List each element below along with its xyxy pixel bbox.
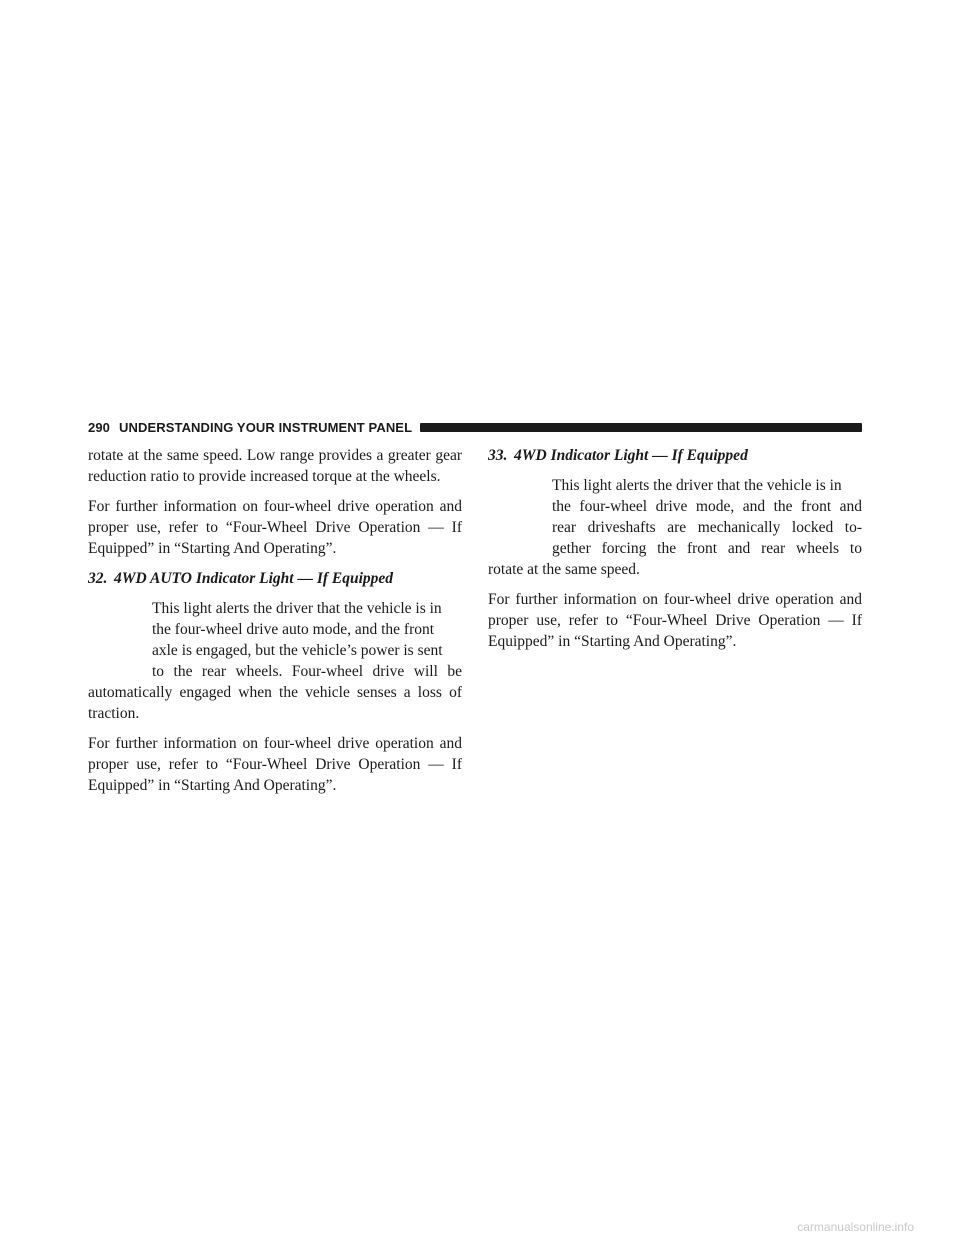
- continuation-paragraph: rotate at the same speed. Low range provides a greater gear reduction ratio to provide increased torque at the wheels.: [88, 447, 462, 485]
- item-32-line: the four-wheel drive auto mode, and the front: [152, 621, 435, 638]
- item-33-icon-slot: [488, 475, 862, 559]
- item-32-number: 32.: [88, 570, 108, 587]
- 4wd-indicator-icon: [488, 475, 544, 531]
- reference-paragraph: For further information on four-wheel drive operation and proper use, refer to “Four-Wheel Drive Operation — If Equipped” in “Starting And Operating”.: [88, 735, 462, 794]
- item-32-line: axle is engaged, but the vehicle’s power is sent: [152, 642, 443, 659]
- item-32-heading: [88, 568, 462, 589]
- item-33-indented-text: [488, 475, 862, 559]
- page-number: 290: [88, 419, 110, 435]
- item-33-tail: rotate at the same speed.: [488, 561, 640, 578]
- item-33-line: rear driveshafts are mechanically locked to-: [552, 519, 862, 536]
- item-33-line: This light alerts the driver that the vehicle is in: [552, 477, 842, 494]
- reference-paragraph: For further information on four-wheel drive operation and proper use, refer to “Four-Wheel Drive Operation — If Equipped” in “Starting And Operating”.: [88, 498, 462, 557]
- right-column: [488, 445, 862, 661]
- reference-paragraph: For further information on four-wheel drive operation and proper use, refer to “Four-Wheel Drive Operation — If Equipped” in “Starting And Operating”.: [488, 591, 862, 650]
- item-33-line: the four-wheel drive mode, and the front and: [552, 498, 862, 515]
- 4wd-auto-indicator-icon: [88, 598, 144, 654]
- item-32-body: [88, 598, 462, 724]
- left-column: [88, 445, 462, 805]
- header-rule: [420, 423, 862, 432]
- item-33-title: 4WD Indicator Light — If Equipped: [514, 447, 748, 464]
- item-32-indented-text: [88, 598, 462, 682]
- footer-watermark[interactable]: carmanualsonline.info: [797, 1220, 914, 1234]
- item-32-tail: automatically engaged when the vehicle senses a loss of traction.: [88, 684, 462, 722]
- item-32-title: 4WD AUTO Indicator Light — If Equipped: [114, 570, 394, 587]
- page-header: [88, 416, 862, 438]
- item-33-body: [488, 475, 862, 580]
- item-33-line: gether forcing the front and rear wheels to: [552, 540, 862, 557]
- item-33-number: 33.: [488, 447, 508, 464]
- item-32-line: to the rear wheels. Four-wheel drive will be: [152, 663, 462, 680]
- section-title: UNDERSTANDING YOUR INSTRUMENT PANEL: [119, 419, 413, 435]
- item-32-icon-slot: [88, 598, 462, 682]
- item-32-line: This light alerts the driver that the vehicle is in: [152, 600, 442, 617]
- item-33-heading: [488, 445, 862, 466]
